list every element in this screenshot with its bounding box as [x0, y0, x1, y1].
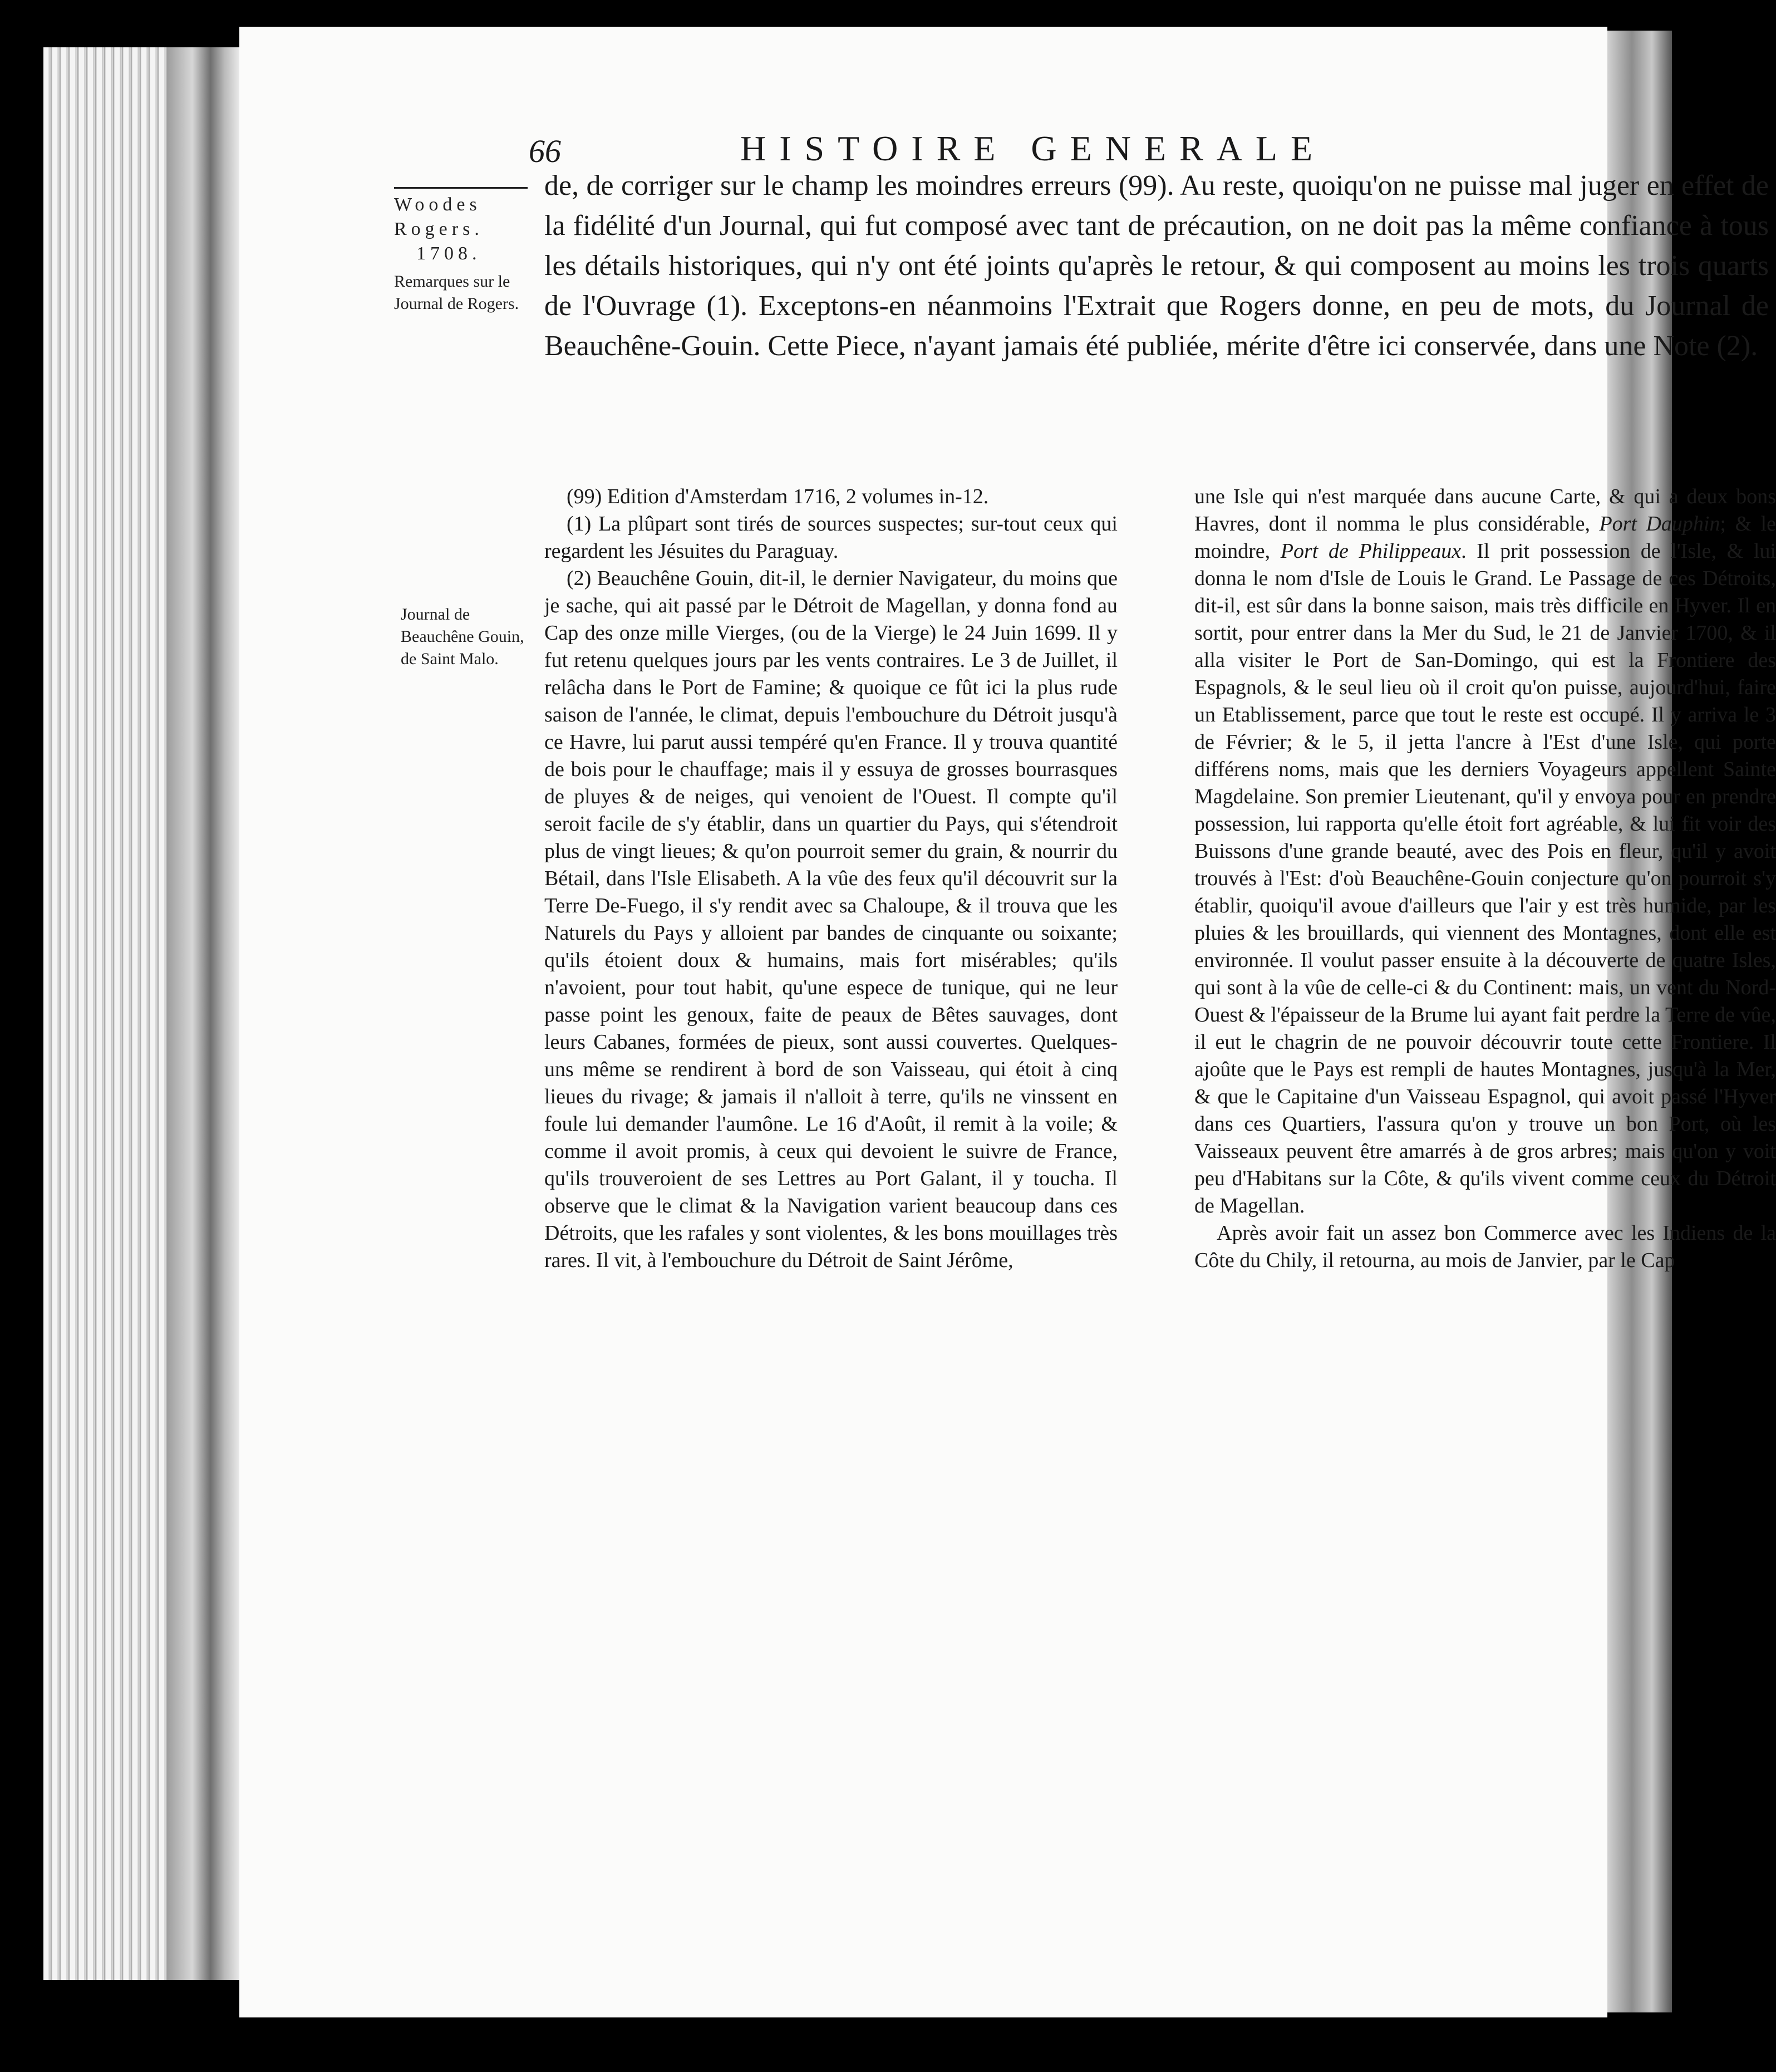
footnote-2-continued — [1194, 483, 1776, 1220]
margin-name-line1: Woodes — [394, 194, 481, 215]
margin-note-journal: Journal de Beauchêne Gouin, de Saint Malo. — [401, 605, 524, 668]
footnote-2-final: Après avoir fait un assez bon Commerce avec les Indiens de la Côte du Chily, il retourna, au mois de Janvier, par le Cap — [1194, 1221, 1776, 1272]
margin-name-line2: Rogers. — [394, 219, 484, 239]
footnotes-right-column — [1194, 483, 1776, 1274]
main-paragraph-text: de, de corriger sur le champ les moindres erreurs (99). Au reste, quoiqu'on ne puisse mal juger en effet de la fidélité d'un Journal, qui fut composé avec tant de précaution, on ne doit pas la même confiance à tous les détails historiques, qui n'y ont été joints qu'après le retour, & qui composent au moins les trois quarts de l'Ouvrage (1). Exceptons-en néanmoins l'Extrait que Rogers donne, en peu de mots, du Journal de Beauchêne-Gouin. Cette Piece, n'ayant jamais été publiée, mérite d'être ici conservée, dans une Note (2). — [544, 170, 1769, 362]
book-page — [239, 27, 1776, 2017]
footnote-2-left: (2) Beauchêne Gouin, dit-il, le dernier Navigateur, du moins que je sache, qui ait passé par le Détroit de Magellan, y donna fond au Cap des onze mille Vierges, (ou de la Vierge) le 24 Juin 1699. Il y fut retenu quelques jours par les vents contraires. Le 3 de Juillet, il relâcha dans le Port de Famine; & quoique ce fût ici la plus rude saison de l'année, le climat, depuis l'embouchure du Détroit jusqu'à ce Havre, lui parut aussi tempéré qu'en France. Il y trouva quantité de bois pour le chauffage; mais il y essuya de grosses bourrasques de pluyes & de neiges, qui venoient de l'Ouest. Il compte qu'il seroit facile de s'y établir, dans un quartier du Pays, qui s'étendroit plus de vingt lieues; & qu'on pourroit semer du grain, & nourrir du Bétail, dans l'Isle Elisabeth. A la vûe des feux qu'il découvrit sur la Terre De-Fuego, il s'y rendit avec sa Chaloupe, & il trouva que les Naturels du Pays y alloient par bandes de cinquante ou soixante; qu'ils étoient doux & humains, mais fort misérables; qu'ils n'avoient, pour tout habit, qu'une espece de tunique, qui ne leur passe point les genoux, faite de peaux de Bêtes sauvages, dont leurs Cabanes, formées de pieux, sont aussi couvertes. Quelques-uns même se rendirent à bord de son Vaisseau, qui étoit à cinq lieues du rivage; & jamais il n'alloit à terre, qu'ils ne vinssent en foule lui demander l'aumône. Le 16 d'Août, il remit à la voile; & comme il avoit promis, à ceux qui devoient le suivre de France, qu'ils trouveroient de ses Lettres au Port Galant, il y toucha. Il observe que le climat & la Navigation varient beaucoup dans ces Détroits, que les rafales y sont violentes, & les bons mouillages très rares. Il vit, à l'embouchure du Détroit de Saint Jérôme, — [544, 567, 1118, 1272]
footnote-99: (99) Edition d'Amsterdam 1716, 2 volumes in-12. — [567, 485, 989, 508]
footnote-1: (1) La plûpart sont tirés de sources suspectes; sur-tout ceux qui regardent les Jésuites du Paraguay. — [544, 512, 1118, 563]
book-gutter — [167, 47, 239, 1980]
margin-rule — [394, 187, 528, 189]
margin-year: 1708. — [416, 243, 481, 264]
port-dauphin: Port Dauphin — [1599, 512, 1720, 536]
running-head — [239, 105, 1607, 169]
margin-note-remarks: Remarques sur le Journal de Rogers. — [394, 272, 519, 313]
footnote-2-text-c: . Il prit possession de l'Isle, & lui donna le nom d'Isle de Louis le Grand. Le Passage de ces Détroits, dit-il, est sûr dans la bonne saison, mais très difficile en Hyver. Il en sortit, pour entrer dans la Mer du Sud, le 21 de Janvier 1700, & il alla visiter le Port de San-Domingo, qui est la Frontiere des Espagnols, & le seul lieu où il croit qu'on puisse, aujourd'hui, faire un Etablissement, parce que tout le reste est occupé. Il y arriva le 3 de Février; & le 5, il jetta l'ancre à l'Est d'une Isle, qui porte différens noms, mais que les derniers Voyageurs appellent Sainte Magdelaine. Son premier Lieutenant, qu'il y envoya pour en prendre possession, lui rapporta qu'elle étoit fort agréable, & lui fit voir des Buissons d'une grande beauté, avec des Pois en fleur, qu'il y avoit trouvés à l'Est: d'où Beauchêne-Gouin conjecture qu'on pourroit s'y établir, quoiqu'il avoue d'ailleurs que l'air y est très humide, par les pluies & les brouillards, qui viennent des Montagnes, dont elle est environnée. Il voulut passer ensuite à la découverte de quatre Isles, qui sont à la vûe de celle-ci & du Continent: mais, un vent du Nord-Ouest & l'épaisseur de la Brume lui ayant fait perdre la Terre de vûe, il eut le chagrin de ne pouvoir découvrir toute cette Frontiere. Il ajoûte que le Pays est rempli de hautes Montagnes, jusqu'à la Mer, & que le Capitaine d'un Vaisseau Espagnol, qui avoit passé l'Hyver dans ces Quartiers, l'assura qu'on y trouve un bon Port, où les Vaisseaux peuvent être amarrés à de gros arbres; mais qu'on y voit peu d'Habitans sur la Côte, & qu'ils vivent comme ceux du Détroit de Magellan. — [1194, 539, 1776, 1217]
footnote-2-text-a: une Isle qui n'est marquée dans aucune Carte, & qui a deux bons Havres, dont il nomma le plus considérable, — [1194, 485, 1776, 536]
footnotes — [544, 483, 1776, 1708]
footnote-2-text-b: ; & le moindre, — [1194, 512, 1776, 563]
main-paragraph — [544, 166, 1769, 366]
footnotes-left-column — [544, 483, 1118, 1274]
port-philippeaux: Port de Philippeaux — [1280, 539, 1462, 563]
margin-author — [394, 193, 528, 266]
page-number: 66 — [529, 133, 561, 169]
page-title: HISTOIRE GENERALE — [740, 129, 1326, 168]
